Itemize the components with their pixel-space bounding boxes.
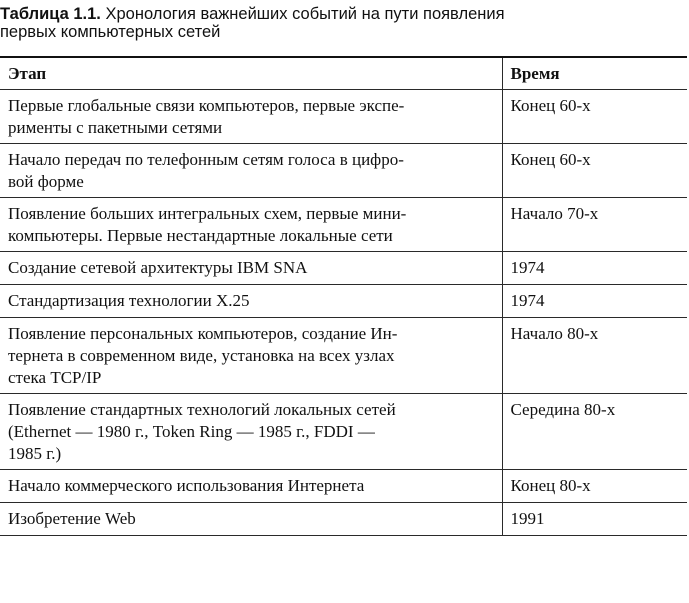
table-row	[0, 89, 687, 143]
stage-text-line: Начало коммерческого использования Интернета	[8, 475, 365, 495]
stage-text-line: Начало передач по телефонным сетям голоса в цифро-	[8, 149, 404, 169]
table-caption	[0, 5, 689, 41]
stage-cell	[0, 89, 502, 143]
table-row	[0, 143, 687, 197]
table-row	[0, 317, 687, 393]
stage-text-line: Создание сетевой архитектуры IBM SNA	[8, 257, 308, 277]
time-cell: 1991	[502, 502, 687, 535]
time-cell: 1974	[502, 251, 687, 284]
stage-text-line: стека TCP/IP	[8, 367, 102, 387]
stage-text-line: Первые глобальные связи компьютеров, первые экспе-	[8, 95, 405, 115]
stage-cell	[0, 317, 502, 393]
stage-text-line: Стандартизация технологии X.25	[8, 290, 250, 310]
stage-text-line: (Ethernet — 1980 г., Token Ring — 1985 г., FDDI —	[8, 421, 375, 441]
stage-text-line: компьютеры. Первые нестандартные локальные сети	[8, 225, 393, 245]
stage-cell	[0, 197, 502, 251]
stage-cell	[0, 284, 502, 317]
stage-cell	[0, 143, 502, 197]
time-cell: Конец 80-х	[502, 469, 687, 502]
table-row	[0, 284, 687, 317]
stage-cell	[0, 393, 502, 469]
stage-text-line: вой форме	[8, 171, 84, 191]
table-header-row	[0, 57, 687, 89]
chronology-table	[0, 56, 687, 536]
table-row	[0, 502, 687, 535]
time-cell: Конец 60-х	[502, 143, 687, 197]
stage-text-line: рименты с пакетными сетями	[8, 117, 223, 137]
time-cell: Начало 70-х	[502, 197, 687, 251]
table-row	[0, 469, 687, 502]
caption-label: Таблица 1.1.	[0, 5, 101, 23]
stage-text-line: Появление стандартных технологий локальных сетей	[8, 399, 396, 419]
header-time: Время	[502, 57, 687, 89]
stage-cell	[0, 251, 502, 284]
stage-text-line: 1985 г.)	[8, 443, 62, 463]
table-row	[0, 393, 687, 469]
time-cell: Начало 80-х	[502, 317, 687, 393]
stage-text-line: Появление больших интегральных схем, первые мини-	[8, 203, 407, 223]
caption-text-line2: первых компьютерных сетей	[0, 23, 221, 41]
header-stage: Этап	[0, 57, 502, 89]
time-cell: Конец 60-х	[502, 89, 687, 143]
time-cell: Середина 80-х	[502, 393, 687, 469]
stage-cell	[0, 502, 502, 535]
table-row	[0, 197, 687, 251]
stage-text-line: Изобретение Web	[8, 508, 136, 528]
table-row	[0, 251, 687, 284]
time-cell: 1974	[502, 284, 687, 317]
stage-text-line: тернета в современном виде, установка на всех узлах	[8, 345, 395, 365]
stage-text-line: Появление персональных компьютеров, создание Ин-	[8, 323, 398, 343]
stage-cell	[0, 469, 502, 502]
caption-text: Хронология важнейших событий на пути появления	[105, 5, 505, 23]
